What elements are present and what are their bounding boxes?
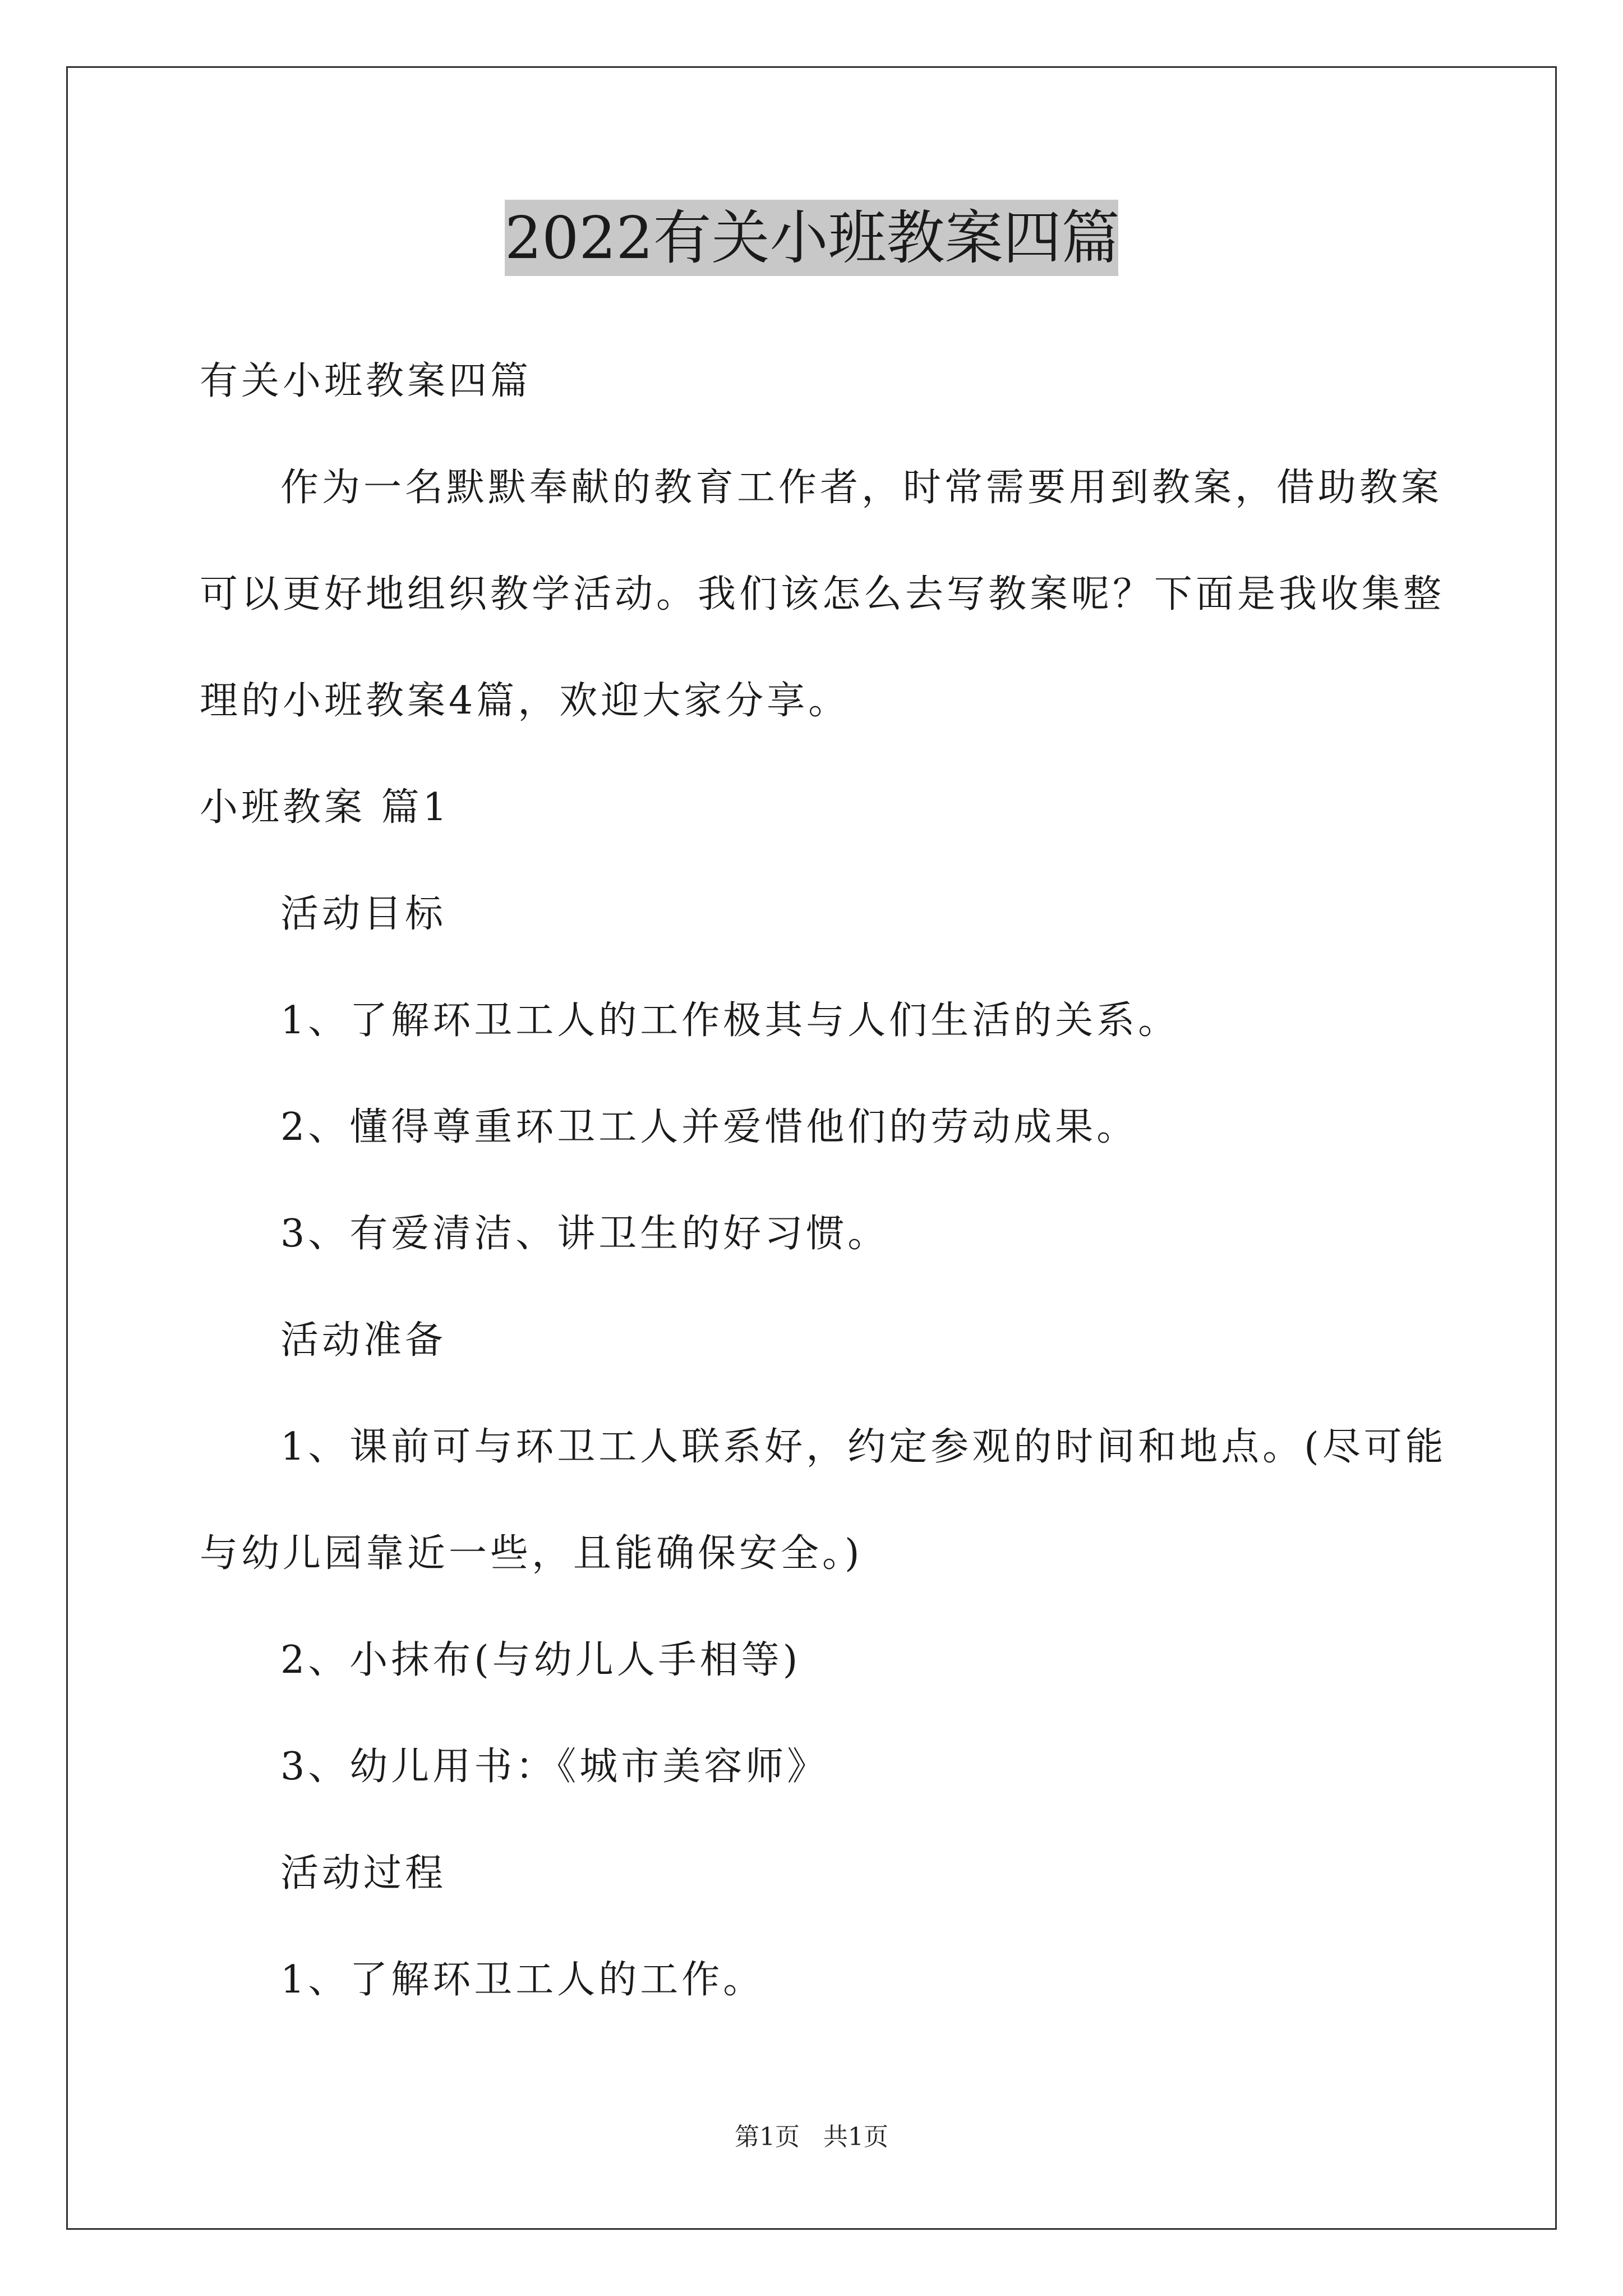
section-heading: 小班教案 篇1 [200,785,450,830]
heading-activity-goals: 活动目标 [280,892,447,936]
process-item-1: 1、了解环卫工人的工作。 [280,1958,765,2002]
subtitle-line: 有关小班教案四篇 [200,359,532,403]
heading-activity-prep: 活动准备 [280,1318,447,1363]
goal-item-1: 1、了解环卫工人的工作极其与人们生活的关系。 [280,999,1180,1043]
prep-item-3: 3、幼儿用书：《城市美容师》 [280,1745,829,1789]
page-number: 第1页 [735,2123,800,2151]
intro-line-1: 作为一名默默奉献的教育工作者，时常需要用到教案，借助教案 [280,466,1443,510]
page-footer [0,2120,1623,2154]
goal-item-3: 3、有爱清洁、讲卫生的好习惯。 [280,1212,889,1256]
prep-item-1-cont: 与幼儿园靠近一些，且能确保安全。) [200,1531,863,1576]
page-total: 共1页 [823,2123,888,2151]
heading-activity-process: 活动过程 [280,1851,447,1895]
intro-line-3: 理的小班教案4篇，欢迎大家分享。 [200,679,850,723]
intro-line-2: 可以更好地组织教学活动。我们该怎么去写教案呢？下面是我收集整 [200,572,1445,616]
prep-item-1: 1、课前可与环卫工人联系好，约定参观的时间和地点。(尽可能 [280,1425,1447,1469]
document-title: 2022有关小班教案四篇 [505,200,1118,276]
goal-item-2: 2、懂得尊重环卫工人并爱惜他们的劳动成果。 [280,1105,1138,1149]
prep-item-2: 2、小抹布(与幼儿人手相等) [280,1638,801,1682]
